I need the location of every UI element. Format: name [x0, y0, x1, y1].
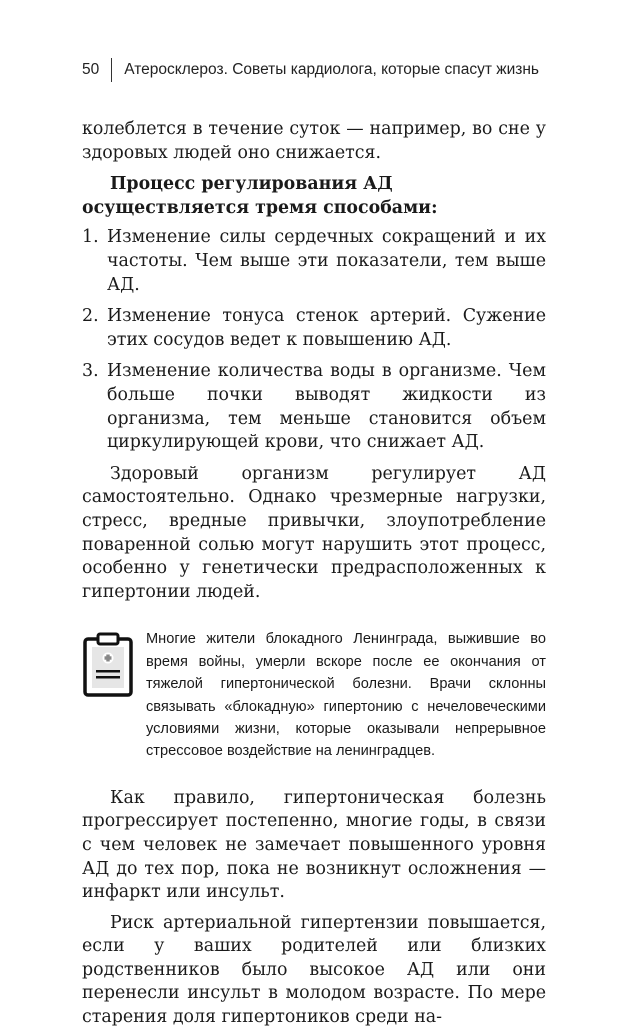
- paragraph-continuation: колеблется в течение суток — например, во сне у здоровых людей оно снижается.: [82, 119, 546, 163]
- note-text: Многие жители блокадного Ленинграда, выжившие во время войны, умерли вскоре после ее окончания от тяжелой гипертонической болезни. Врачи склонны связывать «блокадную» гипертонию с нечеловеческими условиями жизни, которые оказывали непрерывное стрессовое воздействие на ленинградцев.: [146, 631, 546, 760]
- note-box: [82, 628, 546, 762]
- running-title: Атеросклероз. Советы кардиолога, которые спасут жизнь: [124, 61, 539, 78]
- list-text: Изменение силы сердечных сокращений и их частоты. Чем выше эти показатели, тем выше АД.: [107, 227, 546, 295]
- list-text: Изменение количества воды в организме. Чем больше почки выводят жидкости из организма, тем меньше становится объем циркулирующей крови, что снижает АД.: [107, 361, 546, 453]
- running-header: [82, 58, 575, 82]
- paragraph: Как правило, гипертоническая болезнь прогрессирует постепенно, многие годы, в связи с чем человек не замечает повышенного уровня АД до тех пор, пока не возникнут осложнения — инфаркт или инсульт.: [82, 787, 546, 903]
- numbered-list: [82, 226, 546, 454]
- list-item: [82, 360, 546, 454]
- clipboard-medical-icon: [82, 628, 142, 762]
- page-body: [82, 118, 546, 1030]
- list-item: [82, 305, 546, 352]
- paragraph: Здоровый организм регулирует АД самостоятельно. Однако чрезмерные нагрузки, стресс, вредные привычки, злоупотребление поваренной солью могут нарушить этот процесс, особенно у генетически предрасположенных к гипертонии людей.: [82, 463, 546, 602]
- list-item: [82, 226, 546, 297]
- list-number: 2.: [82, 306, 99, 327]
- bold-heading: Процесс регулирования АД осуществляется тремя способами:: [82, 174, 438, 218]
- page-number: 50: [82, 61, 100, 78]
- list-number: 3.: [82, 361, 99, 382]
- list-number: 1.: [82, 227, 99, 248]
- paragraph: Риск артериальной гипертензии повышается, если у ваших родителей или близких родственников было высокое АД или они перенесли инсульт в молодом возрасте. По мере старения доля гипертоников среди на-: [82, 912, 546, 1028]
- list-text: Изменение тонуса стенок артерий. Сужение этих сосудов ведет к повышению АД.: [107, 306, 546, 350]
- header-divider: [111, 58, 112, 82]
